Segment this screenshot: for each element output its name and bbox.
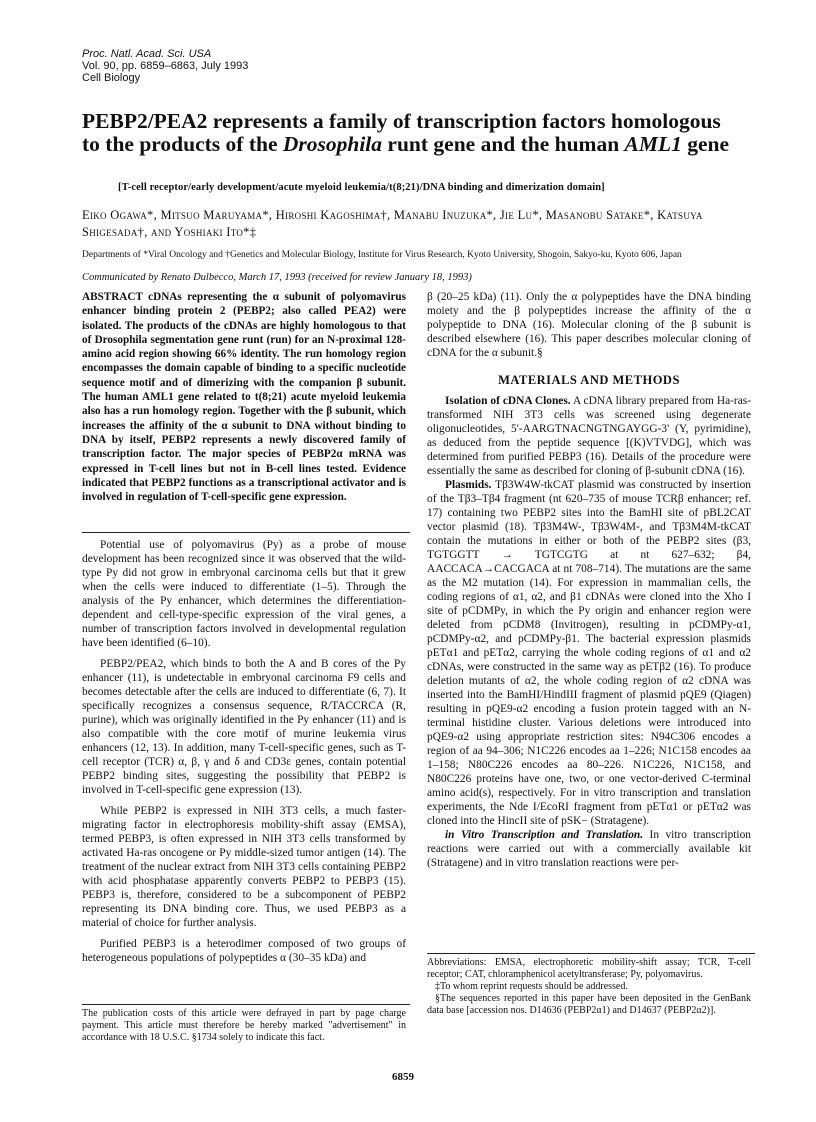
footnote-reprint: ‡To whom reprint requests should be addressed. [435, 981, 628, 992]
section-heading: MATERIALS AND METHODS [498, 373, 680, 387]
volume-info: Vol. 90, pp. 6859–6863, July 1993 [82, 60, 249, 72]
footnotes [427, 957, 751, 1017]
divider [82, 532, 410, 533]
intro-continued: β (20–25 kDa) (11). Only the α polypeptides have the DNA binding moiety and the β polypeptides increase the affinity of the α polypeptide to DNA (16). Molecular cloning of the β subunit is described elsewhere (16). This paper describes molecular cloning of cDNA for the α subunit.§ [427, 291, 751, 359]
paragraph: Plasmids. Tβ3W4W-tkCAT plasmid was constructed by insertion of the Tβ3–Tβ4 fragment (nt 620–735 of mouse TCRβ enhancer; ref. 17) containing two PEBP2 sites into the BamHI site of pBL2CAT vector plasmid (18). Tβ3M4W-, Tβ3W4M-, and Tβ3M4M-tkCAT contain the mutations in either or both of the PEBP2 sites (β3, TGTGGTT → TGTCGTG at nt 627–632; β4, AACCACA→CACGACA at nt 708–714). The mutations are the same as the M2 mutation (14). For expression in mammalian cells, the coding regions of α1, α2, and β1 cDNAs were cloned into the Xho I site of pCDMPy, in which the Py origin and enhancer region were deleted from pCDM8 (Invitrogen), resulting in pCDMPy-α1, pCDMPy-α2, and pCDMPy-β1. The bacterial expression plasmids pETα1 and pETα2, carrying the whole coding regions of α1 and α2 cDNAs, were constructed in the same way as pETβ2 (16). To produce deletion mutants of α2, the whole coding region of α2 cDNA was inserted into the BamHI/HindIII fragment of plasmid pQE9 (Qiagen) resulting in pQE9-α2 encoding a fusion protein tagged with an N-terminal histidine cluster. Various deletions were introduced into pQE9-α2 using appropriate restriction sites: N94C306 encodes a region of aa 94–306; N1C226 encodes aa 1–226; N1C158 encodes aa 1–158; N80C226 encodes aa 80–226. N1C226, N1C158, and N80C226 proteins have one, two, or one vector-derived C-terminal amino acid(s), respectively. For in vitro transcription and translation experiments, the Nde I/EcoRI fragment from pETα1 or pETα2 was cloned into the HincII site of pSK− (Stratagene). [427, 479, 751, 827]
article-title: PEBP2/PEA2 represents a family of transcription factors homologous to the products of the Drosophila runt gene and the human AML1 gene [82, 109, 730, 156]
paragraph: PEBP2/PEA2, which binds to both the A and B cores of the Py enhancer (11), is undetectable in embryonal carcinoma F9 cells and becomes detectable after the cells are induced to differentiate (6, 7). It specifically recognizes a consensus sequence, R/TACCRCA (R, purine), which was originally identified in the Py enhancer (11) and is also compatible with the core motif of murine leukemia virus enhancers (12, 13). In addition, many T-cell-specific genes, such as T-cell receptor (TCR) α, β, γ and δ and CD3ε genes, contain potential PEBP2 binding sites, suggesting the possibility that PEBP2 is involved in T-cell-specific gene expression (13). [82, 658, 406, 796]
paragraph: While PEBP2 is expressed in NIH 3T3 cells, a much faster-migrating factor in electrophoresis mobility-shift assay (EMSA), termed PEBP3, is often expressed in NIH 3T3 cells transformed by activated Ha-ras oncogene or Py middle-sized tumor antigen (14). The treatment of the nuclear extract from NIH 3T3 cells containing PEBP2 with acid phosphatase apparently converts PEBP2 to PEBP3 (15). PEBP3 is, therefore, considered to be a subcomponent of PEBP2 representing its DNA binding core. Thus, we used PEBP3 as a material of choice for further analysis. [82, 805, 406, 929]
paragraph: Purified PEBP3 is a heterodimer composed of two groups of heterogeneous populations of polypeptides α (30–35 kDa) and [82, 938, 406, 964]
methods-body [427, 394, 751, 870]
journal-name: Proc. Natl. Acad. Sci. USA [82, 48, 212, 60]
section-name: Cell Biology [82, 72, 141, 84]
footnote-abbreviations: Abbreviations: EMSA, electrophoretic mobility-shift assay; TCR, T-cell receptor; CAT, chloramphenicol acetyltransferase; Py, polyomavirus. [427, 957, 751, 980]
footnote-genbank: §The sequences reported in this paper have been deposited in the GenBank data base [accession nos. D14636 (PEBP2α1) and D14637 (PEBP2α2)]. [427, 993, 751, 1016]
paragraph: Potential use of polyomavirus (Py) as a probe of mouse development has been recognized since it was observed that the wild-type Py did not grow in embryonal carcinoma cells but that it grew when the cells were induced to differentiate (1–5). Through the analysis of the Py enhancer, which determines the differentiation-dependent and cell-type-specific expression of the viral genes, a number of transcription factors involved in developmental regulation have been identified (6–10). [82, 539, 406, 649]
publication-charges-note: The publication costs of this article were defrayed in part by page charge payment. This article must therefore be hereby marked "advertisement" in accordance with 18 U.S.C. §1734 solely to indicate this fact. [82, 1008, 406, 1043]
paragraph: Isolation of cDNA Clones. A cDNA library prepared from Ha-ras-transformed NIH 3T3 cells was screened using degenerate oligonucleotides, 5'-AARGTNACNGTNGAYGG-3' (Y, pyrimidine), as deduced from the peptide sequence [(K)VTVDG], which was determined from purified PEBP3 (16). Details of the procedure were essentially the same as described for cloning of β-subunit cDNA (16). [427, 395, 751, 477]
keywords: [T-cell receptor/early development/acute myeloid leukemia/t(8;21)/DNA binding and dimerization domain] [118, 182, 605, 193]
journal-header [82, 48, 248, 84]
introduction [82, 538, 406, 972]
paragraph: in Vitro Transcription and Translation. In vitro transcription reactions were carried out with a commercially available kit (Stratagene) and in vitro translation reactions were per- [427, 829, 751, 869]
divider [427, 953, 755, 954]
divider [82, 1004, 410, 1005]
affiliation: Departments of *Viral Oncology and †Genetics and Molecular Biology, Institute for Virus Research, Kyoto University, Shogoin, Sakyo-ku, Kyoto 606, Japan [82, 250, 682, 260]
page-number: 6859 [392, 1071, 414, 1083]
abstract: ABSTRACT cDNAs representing the α subunit of polyomavirus enhancer binding protein 2 (PEBP2; also called PEA2) were isolated. The products of the cDNAs are highly homologous to that of Drosophila segmentation gene runt (run) for an N-proximal 128-amino acid region showing 66% identity. The run homology region encompasses the domain capable of binding to a specific nucleotide sequence motif and of dimerizing with the companion β subunit. The human AML1 gene related to t(8;21) acute myeloid leukemia also has a run homology region. Together with the β subunit, which increases the affinity of the α subunit to DNA without binding to DNA by itself, PEBP2 represents a newly discovered family of transcription factor. The major species of PEBP2α mRNA was expressed in T-cell lines but not in B-cell lines tested. Evidence indicated that PEBP2 functions as a transcriptional activator and is involved in regulation of T-cell-specific gene expression. [82, 291, 406, 504]
author-list: Eiko Ogawa*, Mitsuo Maruyama*, Hiroshi Kagoshima†, Manabu Inuzuka*, Jie Lu*, Masanobu Satake*, Katsuya Shigesada†, and Yoshiaki Ito*‡ [82, 208, 703, 239]
communicated-line: Communicated by Renato Dulbecco, March 17, 1993 (received for review January 18, 1993) [82, 272, 472, 283]
